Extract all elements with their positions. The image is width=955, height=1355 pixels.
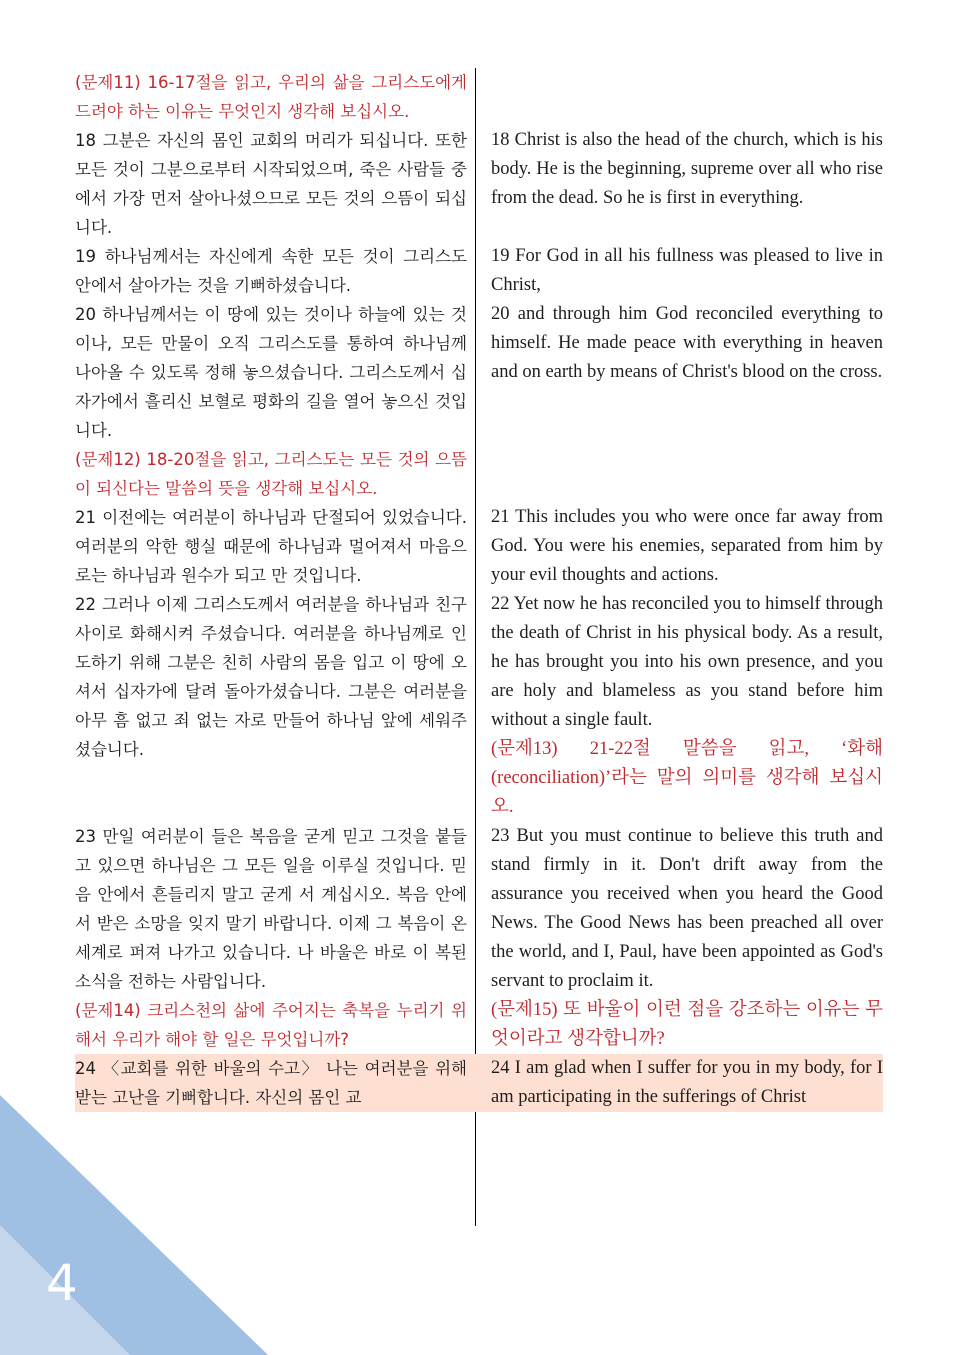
bilingual-text-table	[75, 68, 883, 1112]
english-verse-22-group	[479, 590, 883, 822]
text-row	[75, 503, 883, 590]
page-number: 4	[46, 1254, 78, 1312]
korean-verse-18: 18 그분은 자신의 몸인 교회의 머리가 되십니다. 또한 모든 것이 그분으로부터 시작되었으며, 죽은 사람들 중에서 가장 먼저 살아나셨으므로 모든 것의 으뜸이 되십니다.	[75, 131, 467, 237]
korean-verse-21: 21 이전에는 여러분이 하나님과 단절되어 있었습니다. 여러분의 악한 행실 때문에 하나님과 멀어져서 마음으로는 하나님과 원수가 되고 만 것입니다.	[75, 508, 467, 585]
text-row	[75, 300, 883, 445]
korean-verse-22: 22 그러나 이제 그리스도께서 여러분을 하나님과 친구 사이로 화해시켜 주셨습니다. 여러분을 하나님께로 인도하기 위해 그분은 친히 사람의 몸을 입고 이 땅에 오셔서 십자가에 달려 돌아가셨습니다. 그분은 여러분을 아무 흠 없고 죄 없는 자로 만들어 하나님 앞에 세워주셨습니다.	[75, 595, 467, 759]
text-row	[75, 590, 883, 822]
korean-question-12: (문제12) 18-20절을 읽고, 그리스도는 모든 것의 으뜸이 되신다는 말씀의 뜻을 생각해 보십시오.	[75, 450, 467, 498]
question-15: (문제15) 또 바울이 이런 점을 강조하는 이유는 무엇이라고 생각합니까?	[491, 1000, 883, 1049]
english-verse-24: 24 I am glad when I suffer for you in my body, for I am participating in the sufferings of Christ	[479, 1054, 883, 1112]
question-13: (문제13) 21-22절 말씀을 읽고, ‘화해 (reconciliation)’라는 말의 의미를 생각해 보십시오.	[491, 739, 883, 817]
korean-verse-23: 23 만일 여러분이 들은 복음을 굳게 믿고 그것을 붙들고 있으면 하나님은 그 모든 일을 이루실 것입니다. 믿음 안에서 흔들리지 말고 굳게 서 계십시오. 복음 안에서 받은 소망을 잊지 말기 바랍니다. 이제 그 복음이 온 세계로 퍼져 나가고 있습니다. 나 바울은 바로 이 복된 소식을 전하는 사람입니다.	[75, 827, 467, 991]
english-empty-cell	[479, 445, 883, 503]
text-row	[75, 445, 883, 503]
text-row	[75, 126, 883, 242]
korean-verse-19: 19 하나님께서는 자신에게 속한 모든 것이 그리스도 안에서 살아가는 것을 기뻐하셨습니다.	[75, 247, 467, 295]
text-row	[75, 996, 883, 1054]
english-verse-20: 20 and through him God reconciled everything to himself. He made peace with everything in heaven and on earth by means of Christ's blood on the cross.	[491, 304, 883, 382]
english-verse-23: 23 But you must continue to believe this truth and stand firmly in it. Don't drift away from the assurance you received when you heard the Good News. The Good News has been preached all over the world, and I, Paul, have been appointed as God's servant to proclaim it.	[491, 826, 883, 991]
english-empty-cell	[479, 68, 883, 126]
english-verse-19: 19 For God in all his fullness was pleased to live in Christ,	[491, 246, 883, 295]
english-verse-18: 18 Christ is also the head of the church, which is his body. He is the beginning, supreme over all who rise from the dead. So he is first in everything.	[491, 130, 883, 208]
korean-verse-24: 24 〈교회를 위한 바울의 수고〉 나는 여러분을 위해 받는 고난을 기뻐합니다. 자신의 몸인 교	[75, 1054, 479, 1112]
english-verse-22: 22 Yet now he has reconciled you to himself through the death of Christ in his physical body. As a result, he has brought you into his own presence, and you are holy and blameless as you stand before him without a single fault.	[491, 594, 883, 730]
text-row	[75, 242, 883, 300]
korean-verse-20: 20 하나님께서는 이 땅에 있는 것이나 하늘에 있는 것이나, 모든 만물이 오직 그리스도를 통하여 하나님께 나아올 수 있도록 정해 놓으셨습니다. 그리스도께서 십자가에서 흘리신 보혈로 평화의 길을 열어 놓으신 것입니다.	[75, 305, 467, 440]
text-row	[75, 68, 883, 126]
text-row	[75, 822, 883, 996]
english-verse-21: 21 This includes you who were once far away from God. You were his enemies, separated from him by your evil thoughts and actions.	[491, 507, 883, 585]
text-row	[75, 1054, 883, 1112]
korean-question-14: (문제14) 크리스천의 삶에 주어지는 축복을 누리기 위해서 우리가 해야 할 일은 무엇입니까?	[75, 1001, 467, 1049]
korean-question-11: (문제11) 16-17절을 읽고, 우리의 삶을 그리스도에게 드려야 하는 이유는 무엇인지 생각해 보십시오.	[75, 73, 467, 121]
